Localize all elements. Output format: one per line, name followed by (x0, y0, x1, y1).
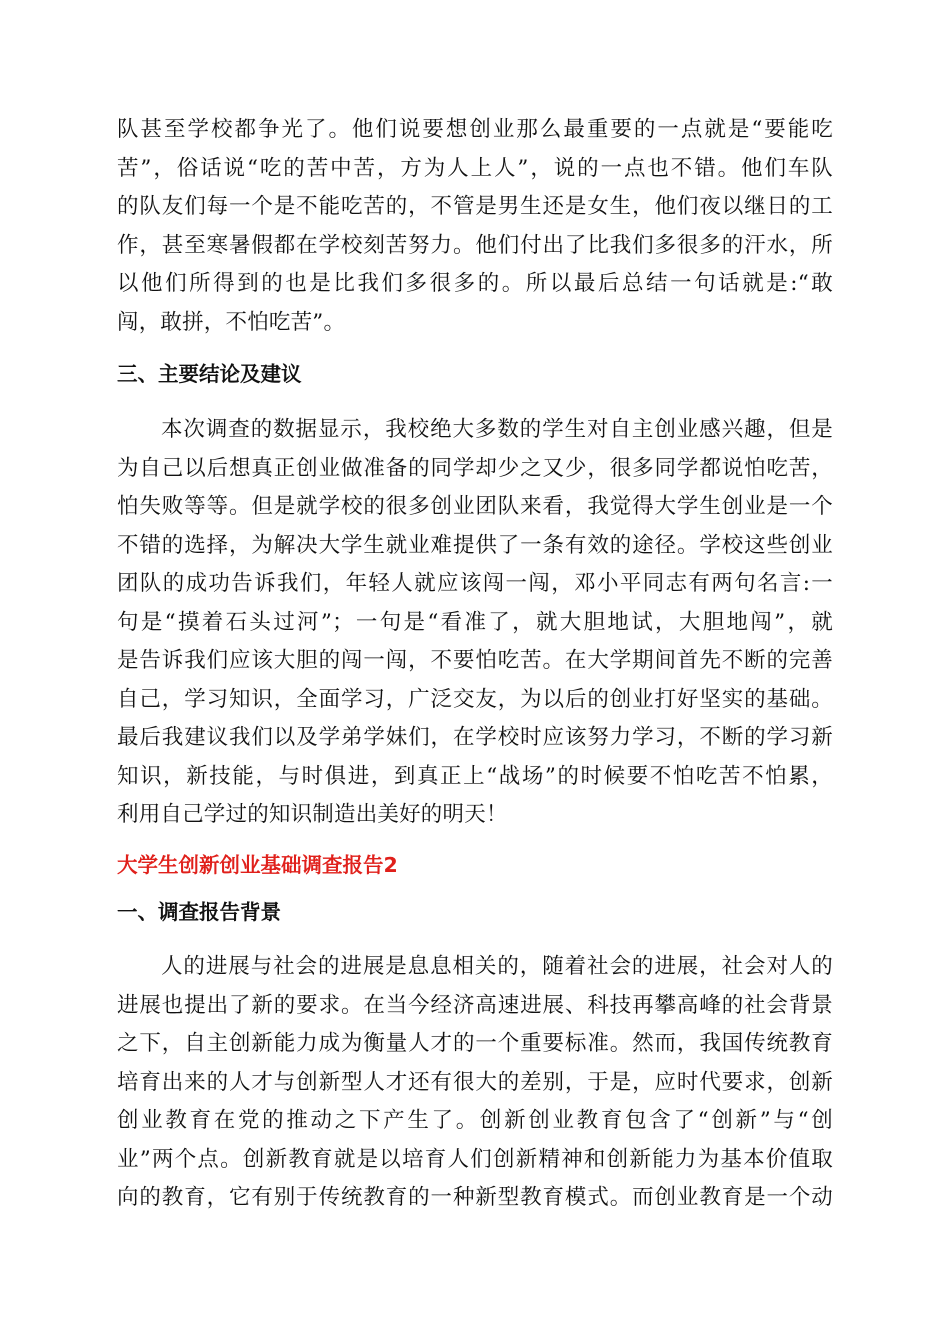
paragraph-line: 怕失败等等。但是就学校的很多创业团队来看，我觉得大学生创业是一个 (117, 494, 833, 519)
paragraph-line: 作，甚至寒暑假都在学校刻苦努力。他们付出了比我们多很多的汗水，所 (117, 233, 833, 258)
paragraph-line: 句是“摸着石头过河”；一句是“看准了，就大胆地试，大胆地闯”，就 (117, 610, 833, 635)
paragraph-line: 创业教育在党的推动之下产生了。创新创业教育包含了“创新”与“创 (117, 1108, 833, 1133)
paragraph-line: 为自己以后想真正创业做准备的同学却少之又少，很多同学都说怕吃苦， (117, 456, 833, 481)
paragraph-line: 队甚至学校都争光了。他们说要想创业那么最重要的一点就是“要能吃 (117, 117, 833, 142)
paragraph-line: 人的进展与社会的进展是息息相关的，随着社会的进展，社会对人的 (161, 954, 833, 979)
paragraph-line: 业”两个点。创新教育就是以培育人们创新精神和创新能力为基本价值取 (117, 1147, 833, 1172)
paragraph-line: 不错的选择，为解决大学生就业难提供了一条有效的途径。学校这些创业 (117, 533, 833, 558)
section-heading: 一、调查报告背景 (117, 900, 281, 924)
paragraph-line: 本次调查的数据显示，我校绝大多数的学生对自主创业感兴趣，但是 (161, 417, 833, 442)
paragraph-line: 以他们所得到的也是比我们多很多的。所以最后总结一句话就是:“敢 (117, 271, 833, 296)
paragraph-line: 是告诉我们应该大胆的闯一闯，不要怕吃苦。在大学期间首先不断的完善 (117, 648, 833, 673)
paragraph-line: 团队的成功告诉我们，年轻人就应该闯一闯，邓小平同志有两句名言:一 (117, 571, 833, 596)
paragraph-line: 最后我建议我们以及学弟学妹们，在学校时应该努力学习，不断的学习新 (117, 725, 833, 750)
paragraph-line: 的队友们每一个是不能吃苦的，不管是男生还是女生，他们夜以继日的工 (117, 194, 833, 219)
section-heading: 三、主要结论及建议 (117, 362, 302, 386)
paragraph-line: 利用自己学过的知识制造出美好的明天！ (117, 802, 508, 827)
paragraph-line: 向的教育，它有别于传统教育的一种新型教育模式。而创业教育是一个动 (117, 1185, 833, 1210)
paragraph-line: 培育出来的人才与创新型人才还有很大的差别，于是，应时代要求，创新 (117, 1070, 833, 1095)
paragraph-line: 自己，学习知识，全面学习，广泛交友，为以后的创业打好坚实的基础。 (117, 687, 833, 712)
paragraph-line: 进展也提出了新的要求。在当今经济高速进展、科技再攀高峰的社会背景 (117, 993, 833, 1018)
paragraph-line: 苦”，俗话说“吃的苦中苦，方为人上人”，说的一点也不错。他们车队 (117, 156, 833, 181)
paragraph-line: 知识，新技能，与时俱进，到真正上“战场”的时候要不怕吃苦不怕累， (117, 764, 833, 789)
report-title: 大学生创新创业基础调查报告2 (117, 853, 398, 877)
paragraph-line: 之下，自主创新能力成为衡量人才的一个重要标准。然而，我国传统教育 (117, 1031, 833, 1056)
paragraph-line: 闯，敢拼，不怕吃苦”。 (117, 310, 346, 335)
